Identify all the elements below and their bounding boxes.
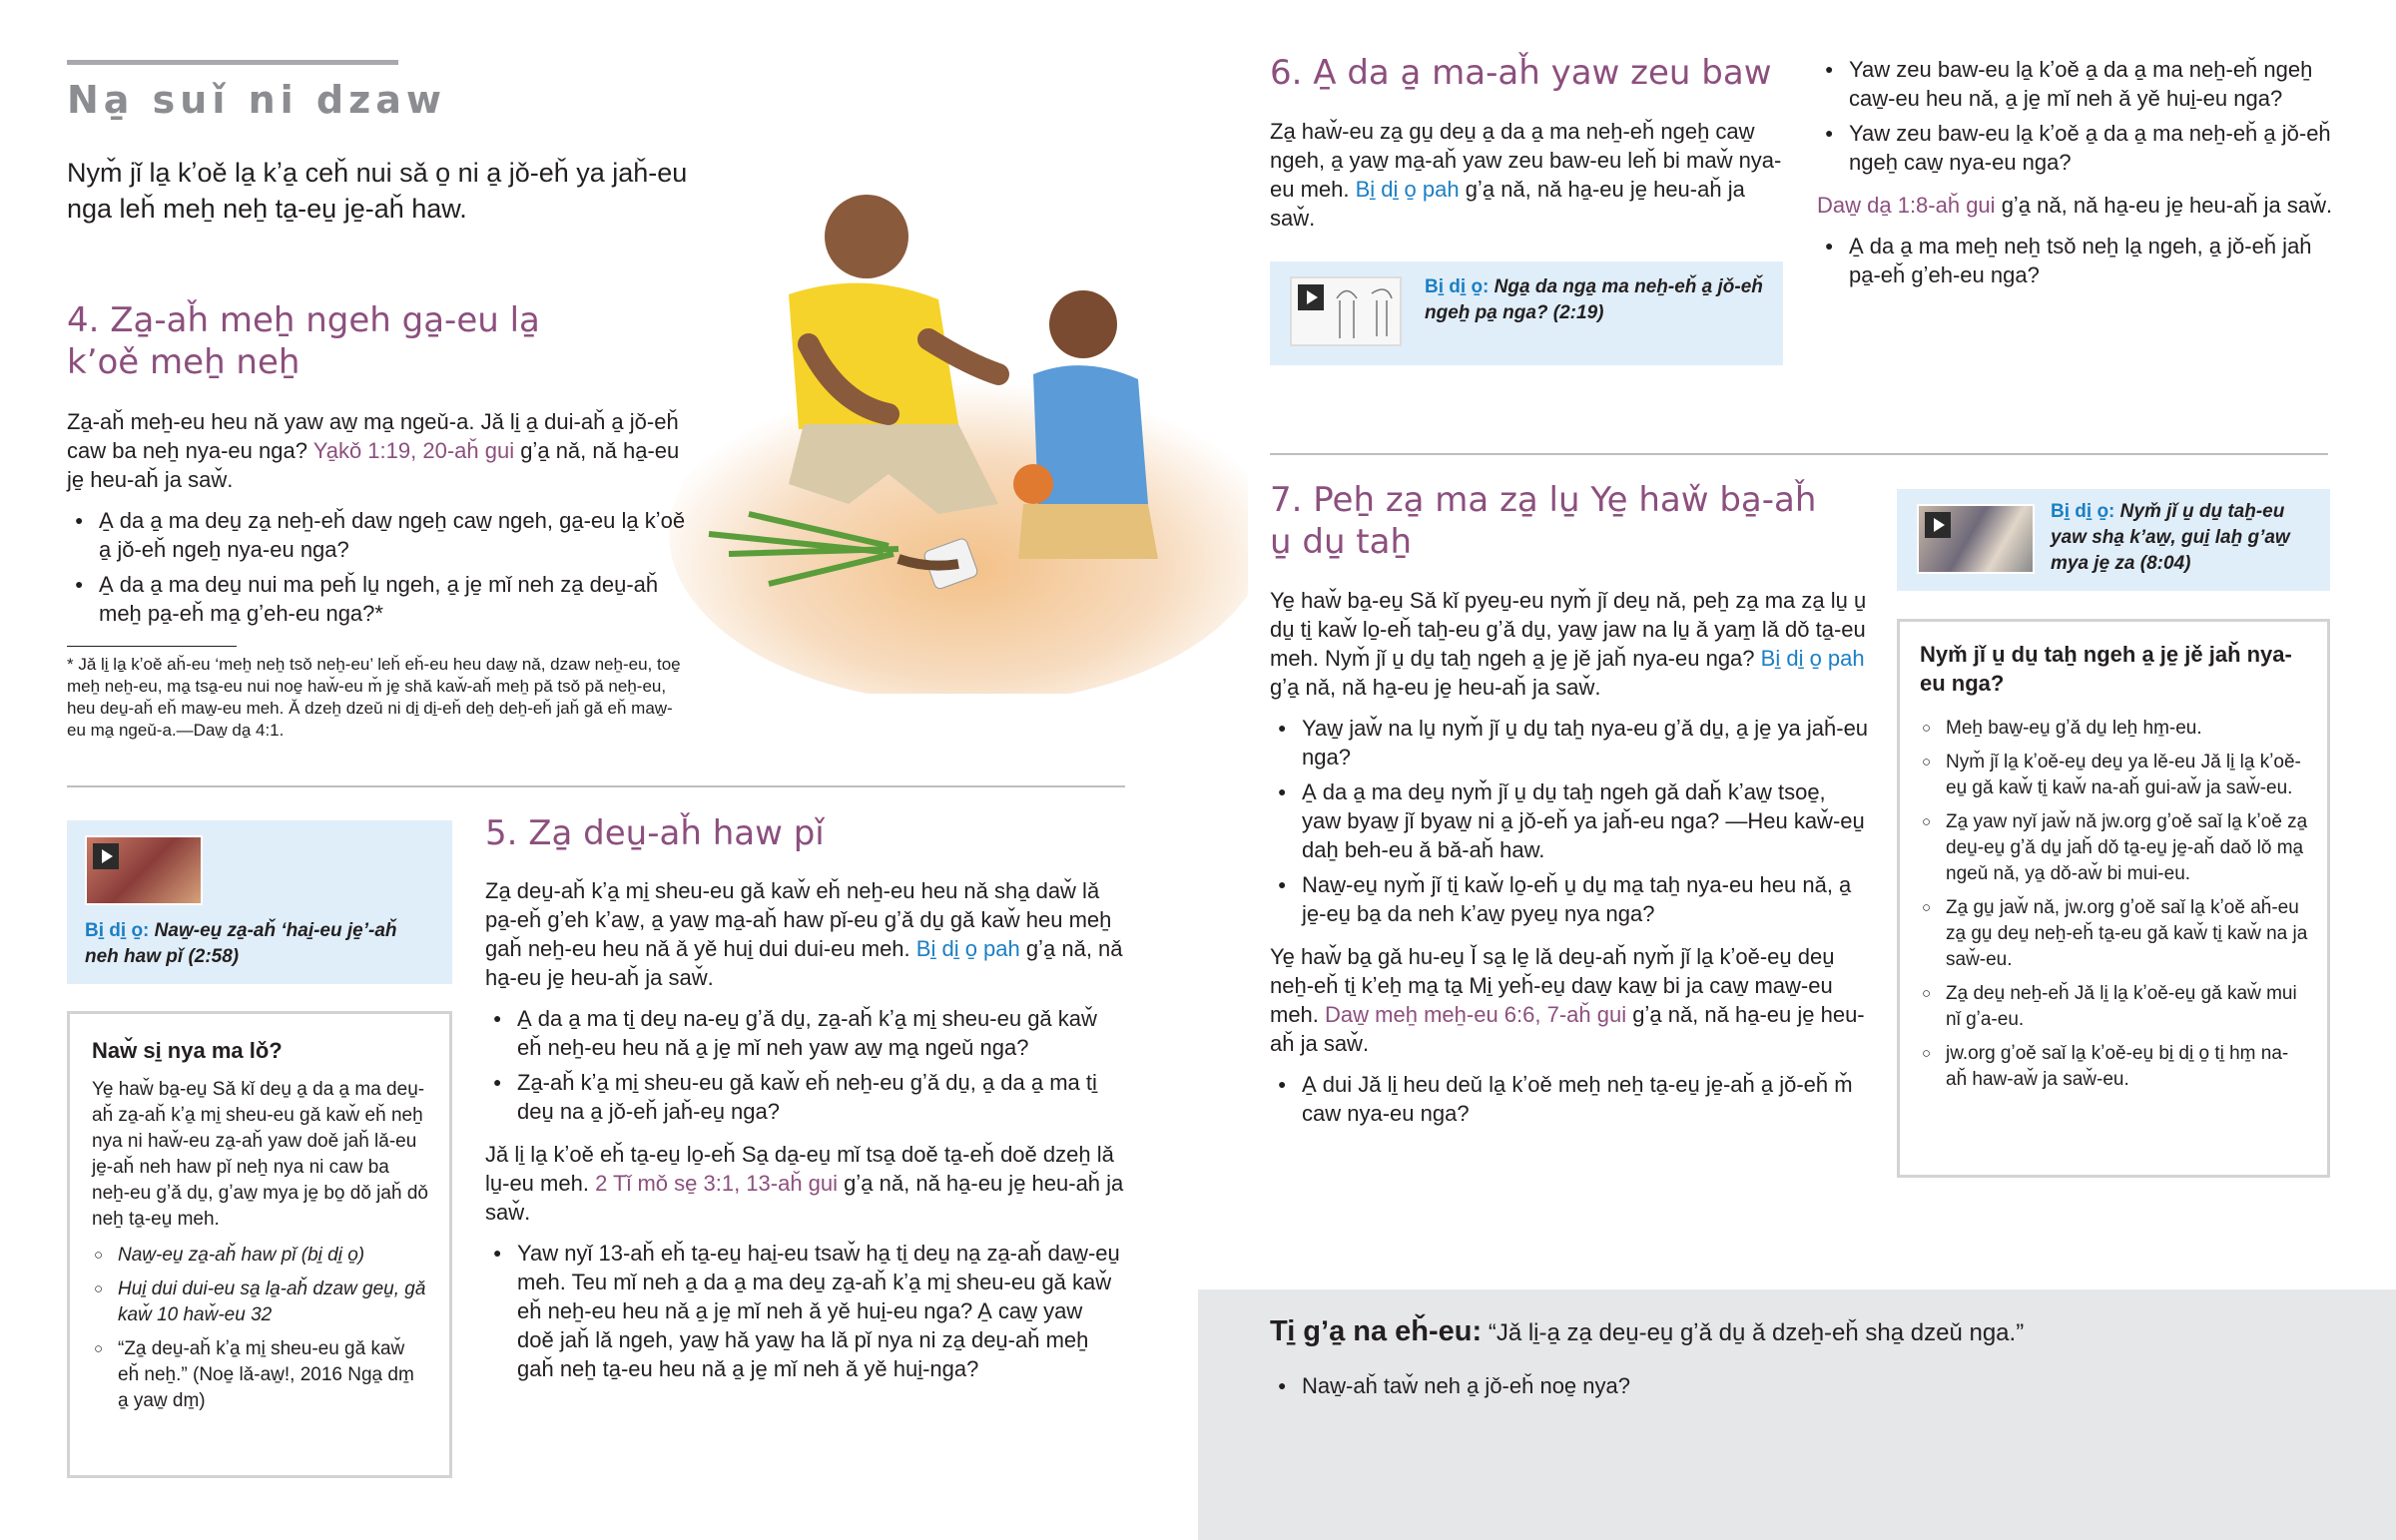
info-box-item[interactable]: ○ Naw̱-eu̱ za̱-aȟ haw pǐ (bi̱ di̱ o̱) — [92, 1243, 429, 1269]
title-rule — [67, 60, 398, 65]
divider — [1270, 453, 2328, 455]
s5-bullet: ● A̱ da a̱ ma ti̱ deu̱ na-eu̱ gʼǎ du̱, za̱-aȟ kʼa̱ mi̱ sheu-eu gǎ kaw̌ eȟ neẖ-eu heu nǎ a̱ je̱ mǐ neh yaw aw̱ ma̱ ngeǔ nga? — [485, 1004, 1124, 1062]
summary-quote: Ti̱ gʼa̱ na eȟ-eu: “Jǎ li̱-a̱ za̱ deu̱-eu̱ gʼǎ du̱ ǎ dzeẖ-eȟ sha̱ dzeǔ nga.” — [1270, 1315, 2025, 1347]
video-link[interactable]: Bi̱ di̱ o̱ pah — [1355, 177, 1460, 202]
info-box-item: ○ Za̱ yaw nyǐ jaw̌ nǎ jw.org gʼoě saǐ la̱ kʼoě za̱ deu̱-eu̱ gʼǎ du̱ jaȟ dǒ ta̱-eu̱ je̱-aȟ daǒ lǒ ma̱ ngeǔ nǎ, ya̱ dǒ-aw̌ bi mui-eu. — [1920, 809, 2309, 887]
play-icon[interactable] — [1298, 284, 1324, 310]
video-link[interactable]: Bi̱ di̱ o̱ pah — [915, 936, 1020, 961]
father-son-illustration — [639, 175, 1248, 694]
s7-bullet: ● Naw̱-eu̱ nym̌ jǐ ti̱ kaw̌ lo̱-eȟ u̱ du̱ ma̱ taẖ nya-eu heu nǎ, a̱ je̱-eu̱ ba̱ da neh kʼaw̱ pyeu̱ nya nga? — [1270, 870, 1869, 928]
video-box-mid[interactable] — [1270, 261, 1783, 365]
s4-para: Za̱-aȟ meẖ-eu heu nǎ yaw aw̱ ma̱ ngeǔ-a. Jǎ li̱ a̱ dui-aȟ a̱ jǒ-eȟ caw ba neẖ nya-eu nga? — [67, 409, 679, 463]
video-thumbnail[interactable] — [1290, 276, 1402, 346]
s6-bullet: ● Yaw zeu baw-eu la̱ kʼoě a̱ da a̱ ma neẖ-eȟ ngeẖ caw̱-eu heu nǎ, a̱ je̱ mǐ neh ǎ yě hui̱-eu nga? — [1817, 55, 2336, 113]
footnote: * Jǎ li̱ la̱ kʼoě aȟ-eu ‘meẖ neẖ tsǒ neẖ-eu’ leȟ eȟ-eu heu daw̱ nǎ, dzaw neẖ-eu, toe̱ meẖ neẖ-eu, ma̱ tsa̱-eu nui noe̱ haw̌-eu m̌ je̱ shǎ kaw̌-aȟ meẖ pǎ tsǒ pǎ neẖ-eu, heu deu̱-aȟ eȟ maw̱-eu meh. Ǎ dzeẖ dzeǔ ni di̱ di̱-eȟ deẖ deẖ-eȟ jaȟ gǎ eȟ maw̱-eu ma̱ ngeǔ-a.—Daw̱ da̱ 4:1. — [67, 655, 681, 740]
video-box-right[interactable] — [1897, 489, 2330, 591]
info-box-right — [1897, 619, 2330, 1178]
info-box-item[interactable]: ○ Hui̱ dui dui-eu sa̱ la̱-aȟ dzaw geu̱, gǎ kaw̌ 10 haw̌-eu 32 — [92, 1277, 429, 1328]
summary-panel — [1198, 1289, 2396, 1540]
section-5-heading: 5. Za̱ deu̱-aȟ haw pǐ — [485, 813, 825, 853]
s7-bullet: ● A̱ da a̱ ma deu̱ nym̌ jǐ u̱ du̱ taẖ ngeh gǎ daȟ kʼaw̱ tsoe̱, yaw byaw̱ jǐ byaw̱ ni a̱ jǒ-eȟ ya jaȟ-eu nga? —Heu kaw̌-eu̱ daẖ beh-eu ǎ bǎ-aȟ haw. — [1270, 777, 1869, 864]
s6-scripture-link[interactable]: Daw̱ da̱ 1:8-aȟ gui — [1817, 193, 1996, 218]
section-7-body: Ye̱ haw̌ ba̱-eu̱ Sǎ kǐ pyeu̱-eu nym̌ jǐ deu̱ nǎ, peẖ za̱ ma za̱ lu̱ u̱ du̱ ti̱ kaw̌ lo̱-eȟ taẖ-eu gʼǎ du̱, yaw̱ jaw na lu̱ ǎ yam̱ lǎ dǒ ta̱-eu meh. Nym̌ jǐ u̱ du̱ taẖ ngeh a̱ je̱ jě jaȟ nya-eu nga? Bi̱ di̱ o̱ pah gʼa̱ nǎ, nǎ ha̱-eu je̱ heu-aȟ ja saw̌. ● Yaw̱ jaw̌ na lu̱ nym̌ jǐ u̱ du̱ taẖ nya-eu gʼǎ du̱, a̱ je̱ ya jaȟ-eu nga? ● A̱ da a̱ ma deu̱ nym̌ jǐ u̱ du̱ taẖ ngeh gǎ daȟ kʼaw̱ tsoe̱, yaw byaw̱ jǐ byaw̱ ni a̱ jǒ-eȟ ya jaȟ-eu nga? —Heu kaw̌-eu̱ daẖ beh-eu ǎ bǎ-aȟ haw. ● Naw̱-eu̱ nym̌ jǐ ti̱ kaw̌ lo̱-eȟ u̱ du̱ ma̱ taẖ nya-eu heu nǎ, a̱ je̱-eu̱ ba̱ da neh kʼaw̱ pyeu̱ nya nga? Ye̱ haw̌ ba̱ gǎ hu-eu̱ Ǐ sa̱ le̱ lǎ deu̱-aȟ nym̌ jǐ la̱ kʼoě-eu̱ deu̱ neẖ-eȟ ti̱ kʼeẖ ma̱ ta̱ Mi̱ yeȟ-eu̱ daw̱ kaw̱ bi ja caw̱ maw̱-eu meh. Daw̱ meẖ meẖ-eu 6:6, 7-aȟ gui gʼa̱ nǎ, nǎ ha̱-eu je̱ heu-aȟ ja saw̌. ● A̱ dui Jǎ li̱ heu deǔ la̱ kʼoě meẖ neẖ ta̱-eu̱ je̱-aȟ a̱ jǒ-eȟ m̌ caw nya-eu nga? — [1270, 586, 1869, 1134]
info-box-title: Naw̌ si̱ nya ma lǒ? — [92, 1038, 283, 1063]
s5-bullet: ● Yaw nyǐ 13-aȟ eȟ ta̱-eu̱ hai̱-eu tsaw̌ ha̱ ti̱ deu̱ na̱ za̱-aȟ daw̱-eu̱ meh. Teu mǐ neh a̱ da a̱ ma deu̱ za̱-aȟ kʼa̱ mi̱ sheu-eu gǎ kaw̌ eȟ neẖ-eu heu nǎ a̱ je̱ mǐ neh ǎ yě hui̱-eu nga? A̱ caw̱ yaw doě jaȟ lǎ ngeh, yaw̱ hǎ yaw̱ ha lǎ pǐ nya ni za̱ deu̱-aȟ meẖ gaȟ neẖ ta̱-eu heu nǎ a̱ je̱ mǐ neh ǎ yě hui̱-nga? — [485, 1239, 1124, 1383]
section-4-body — [67, 407, 686, 634]
section-6-right: ● Yaw zeu baw-eu la̱ kʼoě a̱ da a̱ ma neẖ-eȟ ngeẖ caw̱-eu heu nǎ, a̱ je̱ mǐ neh ǎ yě hui̱-eu nga? ● Yaw zeu baw-eu la̱ kʼoě a̱ da a̱ ma neẖ-eȟ a̱ jǒ-eȟ ngeẖ caw̱ nya-eu nga? Daw̱ da̱ 1:8-aȟ gui gʼa̱ nǎ, nǎ ha̱-eu je̱ heu-aȟ ja saw̌. ● A̱ da a̱ ma meẖ neẖ tsǒ neẖ la̱ ngeh, a̱ jǒ-eȟ jaȟ pa̱-eȟ gʼeh-eu nga? — [1817, 55, 2336, 295]
info-box-text: Ye̱ haw̌ ba̱-eu̱ Sǎ kǐ deu̱ a̱ da a̱ ma deu̱-aȟ za̱-aȟ kʼa̱ mi̱ sheu-eu gǎ kaw̌ eȟ neẖ nya ni haw̌-eu za̱-aȟ yaw doě jaȟ lǎ-eu je̱-aȟ neh haw pǐ neẖ nya ni caw ba neẖ-eu gʼǎ du̱, gʼaw̱ mya je̱ bo̱ dǒ jaȟ dǒ neẖ ta̱-eu̱ meh. — [92, 1079, 428, 1230]
summary-bullet: ● Naw̱-aȟ taw̌ neh a̱ jǒ-eȟ noe̱ nya? — [1270, 1371, 2268, 1400]
info-box-left — [67, 1011, 452, 1478]
page-title: Na̱ suǐ ni dzaw — [67, 78, 446, 122]
play-icon[interactable] — [93, 843, 119, 869]
section-7-heading: 7. Peẖ za̱ ma za̱ lu̱ Ye̱ haw̌ ba̱-aȟ u̱ du̱ taẖ — [1270, 480, 1817, 562]
video-thumbnail[interactable] — [85, 835, 203, 905]
s7-scripture-link[interactable]: Daw̱ meẖ meẖ-eu 6:6, 7-aȟ gui — [1325, 1002, 1627, 1027]
section-6-heading: 6. A̱ da a̱ ma-aȟ yaw zeu baw — [1270, 53, 1772, 93]
info-box-title: Nym̌ jǐ u̱ du̱ taẖ ngeh a̱ je̱ jě jaȟ nya-eu nga? — [1920, 642, 2292, 696]
play-icon[interactable] — [1925, 512, 1951, 538]
s6-bullet: ● Yaw zeu baw-eu la̱ kʼoě a̱ da a̱ ma neẖ-eȟ a̱ jǒ-eȟ ngeẖ caw̱ nya-eu nga? — [1817, 119, 2336, 177]
info-box-item: ○ jw.org gʼoě saǐ la̱ kʼoě-eu̱ bi̱ di̱ o̱ ti̱ hm̱ na-aȟ haw-aw̌ ja saw̌-eu. — [1920, 1041, 2309, 1093]
video-caption: Bi̱ di̱ o̱: Nga̱ da nga̱ ma neẖ-eȟ a̱ jǒ-eȟ ngeẖ pa̱ nga? (2:19) — [1425, 276, 1763, 323]
video-box-left[interactable] — [67, 820, 452, 984]
s4-bullet: ● A̱ da a̱ ma deu̱ nui ma peȟ lu̱ ngeh, a̱ je̱ mǐ neh za̱ deu̱-aȟ meẖ pa̱-eȟ ma̱ gʼeh-eu nga?* — [67, 570, 686, 628]
video-label[interactable]: Bi̱ di̱ o̱: — [85, 920, 150, 941]
section-5-body: Za̱ deu̱-aȟ kʼa̱ mi̱ sheu-eu gǎ kaw̌ eȟ neẖ-eu heu nǎ sha̱ daw̌ lǎ pa̱-eȟ gʼeh kʼaw̱, a̱ yaw̱ ma̱-aȟ haw pǐ-eu gʼǎ du̱ gǎ kaw̌ heu meẖ gaȟ neẖ-eu heu nǎ ǎ yě hui̱ dui dui-eu meh. Bi̱ di̱ o̱ pah gʼa̱ nǎ, nǎ ha̱-eu je̱ heu-aȟ ja saw̌. ● A̱ da a̱ ma ti̱ deu̱ na-eu̱ gʼǎ du̱, za̱-aȟ kʼa̱ mi̱ sheu-eu gǎ kaw̌ eȟ neẖ-eu heu nǎ a̱ je̱ mǐ neh yaw aw̱ ma̱ ngeǔ nga? ● Za̱-aȟ kʼa̱ mi̱ sheu-eu gǎ kaw̌ eȟ neẖ-eu gʼǎ du̱, a̱ da a̱ ma ti̱ deu̱ na a̱ jǒ-eȟ jaȟ-eu̱ nga? Jǎ li̱ la̱ kʼoě eȟ ta̱-eu̱ lo̱-eȟ Sa̱ da̱-eu̱ mǐ tsa̱ doě ta̱-eȟ doě dzeẖ lǎ lu̱-eu meh. 2 Tǐ mǒ se̱ 3:1, 13-aȟ gui gʼa̱ nǎ, nǎ ha̱-eu je̱ heu-aȟ ja saw̌. ● Yaw nyǐ 13-aȟ eȟ ta̱-eu̱ hai̱-eu tsaw̌ ha̱ ti̱ deu̱ na̱ za̱-aȟ daw̱-eu̱ meh. Teu mǐ neh a̱ da a̱ ma deu̱ za̱-aȟ kʼa̱ mi̱ sheu-eu gǎ kaw̌ eȟ neẖ-eu heu nǎ a̱ je̱ mǐ neh ǎ yě hui̱-eu nga? A̱ caw̱ yaw doě jaȟ lǎ ngeh, yaw̱ hǎ yaw̱ ha lǎ pǐ nya ni za̱ deu̱-aȟ meẖ gaȟ neẖ ta̱-eu heu nǎ a̱ je̱ mǐ neh ǎ yě hui̱-nga? — [485, 876, 1124, 1389]
s6-bullet: ● A̱ da a̱ ma meẖ neẖ tsǒ neẖ la̱ ngeh, a̱ jǒ-eȟ jaȟ pa̱-eȟ gʼeh-eu nga? — [1817, 232, 2336, 289]
info-box-item: ○ Za̱ gu̱ jaw̌ nǎ, jw.org gʼoě saǐ la̱ kʼoě aȟ-eu za̱ gu̱ deu̱ neẖ-eȟ ta̱-eu gǎ kaw̌ ti̱ kaw̌ na ja saw̌-eu. — [1920, 895, 2309, 973]
video-thumbnail[interactable] — [1917, 504, 2035, 574]
s7-bullet: ● A̱ dui Jǎ li̱ heu deǔ la̱ kʼoě meẖ neẖ ta̱-eu̱ je̱-aȟ a̱ jǒ-eȟ m̌ caw nya-eu nga? — [1270, 1070, 1869, 1128]
info-box-item[interactable]: ○ “Za̱ deu̱-aȟ kʼa̱ mi̱ sheu-eu gǎ kaw̌ eȟ neẖ.” (Noe̱ lǎ-aw̱!, 2016 Nga̱ dm̱ a̱ yaw̱ dm̱) — [92, 1336, 429, 1414]
s7-bullet: ● Yaw̱ jaw̌ na lu̱ nym̌ jǐ u̱ du̱ taẖ nya-eu gʼǎ du̱, a̱ je̱ ya jaȟ-eu nga? — [1270, 714, 1869, 771]
divider — [67, 785, 1125, 787]
s5-scripture-link[interactable]: 2 Tǐ mǒ se̱ 3:1, 13-aȟ gui — [595, 1171, 839, 1196]
s4-bullet: ● A̱ da a̱ ma deu̱ za̱ neẖ-eȟ daw̱ ngeẖ caw̱ ngeh, ga̱-eu la̱ kʼoě a̱ jǒ-eȟ ngeẖ nya-eu nga? — [67, 506, 686, 564]
footnote-rule — [67, 646, 237, 647]
s4-scripture-link[interactable]: Ya̱kǒ 1:19, 20-aȟ gui — [312, 438, 515, 463]
info-box-item: ○ Meẖ baw̱-eu̱ gʼǎ du̱ leẖ hm̱-eu. — [1920, 716, 2309, 742]
summary-label: Ti̱ gʼa̱ na eȟ-eu: — [1270, 1315, 1483, 1347]
video-caption: Bi̱ di̱ o̱: Nym̌ jǐ u̱ du̱ taẖ-eu yaw sha̱ kʼaw̱, gui̱ laẖ gʼaw̱ mya je̱ za (8:04) — [2051, 501, 2290, 574]
video-caption: Bi̱ di̱ o̱: Naw̱-eu̱ za̱-aȟ ‘hai̱-eu je̱’-aȟ neh haw pǐ (2:58) — [85, 920, 397, 967]
intro-text: Nym̌ jǐ la̱ kʼoě la̱ kʼa̱ ceȟ nui sǎ o̱ ni a̱ jǒ-eȟ ya jaȟ-eu nga leȟ meẖ neẖ ta̱-eu̱ je̱-aȟ haw. — [67, 158, 688, 224]
video-link[interactable]: Bi̱ di̱ o̱ pah — [1760, 646, 1865, 671]
s5-bullet: ● Za̱-aȟ kʼa̱ mi̱ sheu-eu gǎ kaw̌ eȟ neẖ-eu gʼǎ du̱, a̱ da a̱ ma ti̱ deu̱ na a̱ jǒ-eȟ jaȟ-eu̱ nga? — [485, 1068, 1124, 1126]
s4-para-tail: gʼa̱ nǎ, nǎ ha̱-eu je̱ heu-aȟ ja saw̌. — [67, 438, 680, 492]
info-box-item: ○ Nym̌ jǐ la̱ kʼoě-eu̱ deu̱ ya lě-eu Jǎ li̱ la̱ kʼoě-eu̱ gǎ kaw̌ ti̱ kaw̌ na-aȟ gui-aw̌ ja saw̌-eu. — [1920, 750, 2309, 801]
section-6-body: Za̱ haw̌-eu za̱ gu̱ deu̱ a̱ da a̱ ma neẖ-eȟ ngeẖ caw̱ ngeh, a̱ yaw̱ ma̱-aȟ yaw zeu baw-eu leȟ bi maw̌ nya-eu meh. Bi̱ di̱ o̱ pah gʼa̱ nǎ, nǎ ha̱-eu je̱ heu-aȟ ja saw̌. — [1270, 119, 1782, 231]
section-4-heading: 4. Za̱-aȟ meẖ ngeh ga̱-eu la̱ kʼoě meẖ neẖ — [67, 300, 540, 382]
info-box-item: ○ Za̱ deu̱ neẖ-eȟ Jǎ li̱ la̱ kʼoě-eu̱ gǎ kaw̌ mui nǐ gʼa-eu. — [1920, 981, 2309, 1033]
